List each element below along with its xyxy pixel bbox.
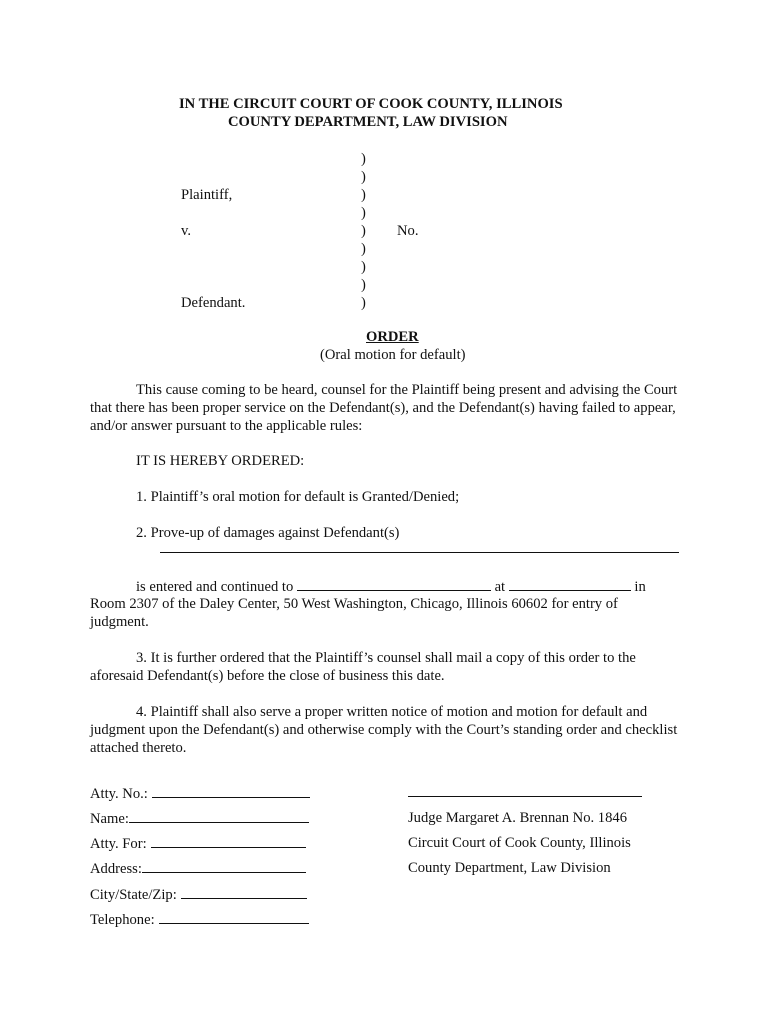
caption-paren: ) — [361, 205, 366, 221]
caption-paren: ) — [361, 169, 366, 185]
judge-division: County Department, Law Division — [408, 860, 611, 876]
caption-paren: ) — [361, 223, 366, 239]
order-item-2: 2. Prove-up of damages against Defendant(s) — [136, 525, 400, 541]
versus-label: v. — [181, 223, 191, 239]
plaintiff-label: Plaintiff, — [181, 187, 233, 203]
caption-paren: ) — [361, 151, 366, 167]
atty-for-field — [90, 834, 306, 853]
city-state-zip-field — [90, 885, 307, 904]
order-item-1: 1. Plaintiff’s oral motion for default is Granted/Denied; — [136, 489, 460, 505]
damages-blank-line[interactable] — [160, 552, 679, 553]
atty-no-field — [90, 784, 310, 803]
judge-court: Circuit Court of Cook County, Illinois — [408, 835, 631, 851]
order-intro-text: This cause coming to be heard, counsel for the Plaintiff being present and advising the Court that there has been proper service on the Defendant(s), and the Defendant(s) having failed to appear, and/or answer pursuant to the applicable rules: — [90, 382, 678, 434]
case-number-label: No. — [397, 223, 419, 239]
court-heading-line2: COUNTY DEPARTMENT, LAW DIVISION — [228, 114, 508, 130]
order-item-4 — [90, 703, 680, 757]
address-blank[interactable] — [142, 859, 306, 873]
continued-rest: Room 2307 of the Daley Center, 50 West Washington, Chicago, Illinois 60602 for entry of judgment. — [90, 596, 618, 630]
judge-name: Judge Margaret A. Brennan No. 1846 — [408, 810, 627, 826]
telephone-label: Telephone: — [90, 912, 155, 928]
caption-paren: ) — [361, 259, 366, 275]
caption-paren: ) — [361, 241, 366, 257]
telephone-field — [90, 910, 309, 929]
court-heading-line1: IN THE CIRCUIT COURT OF COOK COUNTY, ILLINOIS — [179, 96, 563, 112]
city-state-zip-blank[interactable] — [181, 885, 307, 899]
atty-no-label: Atty. No.: — [90, 786, 148, 802]
name-label: Name: — [90, 811, 129, 827]
continued-at: at — [494, 579, 506, 595]
atty-for-blank[interactable] — [151, 834, 306, 848]
order-item-3-text: 3. It is further ordered that the Plaintiff’s counsel shall mail a copy of this order to the aforesaid Defendant(s) before the close of business this date. — [90, 650, 636, 684]
name-blank[interactable] — [129, 809, 309, 823]
order-subtitle: (Oral motion for default) — [320, 347, 466, 363]
caption-paren: ) — [361, 295, 366, 311]
continued-in: in — [634, 579, 646, 595]
atty-for-label: Atty. For: — [90, 836, 147, 852]
caption-paren: ) — [361, 277, 366, 293]
telephone-blank[interactable] — [159, 910, 309, 924]
hereby-ordered: IT IS HEREBY ORDERED: — [136, 453, 305, 469]
continued-date-blank[interactable] — [297, 577, 491, 591]
order-item-3 — [90, 649, 680, 685]
caption-paren: ) — [361, 187, 366, 203]
atty-no-blank[interactable] — [152, 784, 310, 798]
order-title: ORDER — [366, 329, 419, 345]
defendant-label: Defendant. — [181, 295, 246, 311]
name-field — [90, 809, 309, 828]
order-intro-paragraph — [90, 381, 680, 435]
continued-prefix: is entered and continued to — [136, 579, 294, 595]
address-label: Address: — [90, 861, 142, 877]
continued-line — [136, 577, 646, 596]
judge-signature-line[interactable] — [408, 796, 642, 797]
address-field — [90, 859, 306, 878]
order-item-4-text: 4. Plaintiff shall also serve a proper written notice of motion and motion for default and judgment upon the Defendant(s) and otherwise comply with the Court’s standing order and checklist attached thereto. — [90, 704, 678, 756]
city-state-zip-label: City/State/Zip: — [90, 887, 177, 903]
continued-time-blank[interactable] — [509, 577, 631, 591]
